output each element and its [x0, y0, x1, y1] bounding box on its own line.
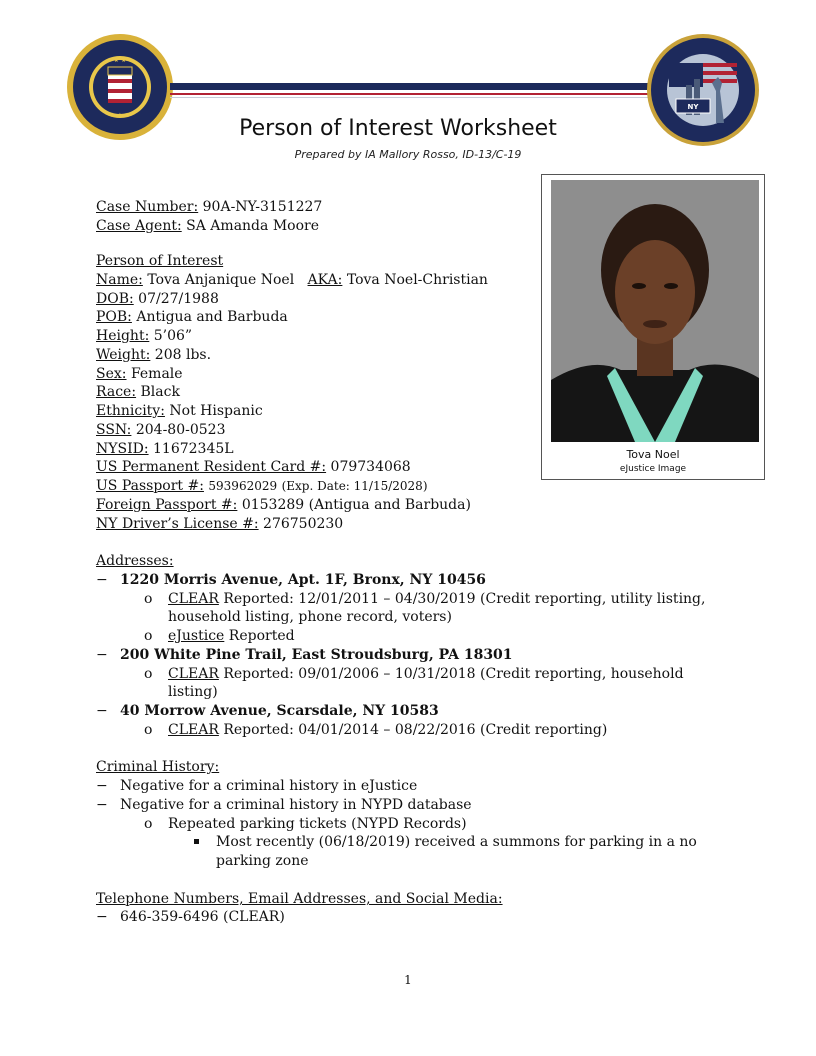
- foreign-passport-row: Foreign Passport #: 0153289 (Antigua and Barbuda): [96, 497, 471, 513]
- prepared-by: Prepared by IA Mallory Rosso, ID-13/C-19: [294, 148, 522, 161]
- header-band: [170, 83, 650, 99]
- photo-caption-name: Tova Noel: [626, 448, 680, 461]
- addresses-heading: Addresses:: [96, 553, 174, 569]
- case-number-value: 90A-NY-3151227: [202, 199, 323, 215]
- race-row: Race: Black: [96, 384, 180, 400]
- ssn-row: SSN: 204-80-0523: [96, 422, 226, 438]
- pob-row: POB: Antigua and Barbuda: [96, 309, 288, 325]
- subject-photo: [551, 180, 759, 442]
- page-title: Person of Interest Worksheet: [239, 116, 557, 141]
- svg-text:★ ★ ★ ★: ★ ★ ★ ★: [106, 57, 134, 64]
- nysid-row: NYSID: 11672345L: [96, 441, 234, 457]
- case-number-row: Case Number: 90A-NY-3151227: [96, 199, 323, 215]
- drivers-license-row: NY Driver’s License #: 276750230: [96, 516, 344, 532]
- permanent-resident-card-row: US Permanent Resident Card #: 079734068: [96, 459, 411, 475]
- sex-row: Sex: Female: [96, 366, 183, 382]
- criminal-history-heading: Criminal History:: [96, 759, 220, 775]
- name-row: Name: Tova Anjanique Noel AKA: Tova Noel-Christian: [96, 272, 488, 288]
- svg-text:NY: NY: [687, 103, 699, 111]
- svg-text:★ ★ ★: ★ ★ ★: [110, 112, 130, 119]
- height-row: Height: 5’06”: [96, 328, 193, 344]
- us-passport-row: US Passport #: 593962029 (Exp. Date: 11/15/2028): [96, 478, 428, 494]
- photo-caption-source: eJustice Image: [619, 464, 687, 474]
- case-agent-row: Case Agent: SA Amanda Moore: [96, 218, 319, 234]
- person-section-heading: Person of Interest: [96, 253, 224, 269]
- dob-row: DOB: 07/27/1988: [96, 291, 219, 307]
- square-bullet-icon: [194, 839, 199, 844]
- ethnicity-row: Ethnicity: Not Hispanic: [96, 403, 263, 419]
- case-agent-value: SA Amanda Moore: [186, 218, 319, 234]
- weight-row: Weight: 208 lbs.: [96, 347, 212, 363]
- page-number: 1: [404, 973, 412, 987]
- contact-heading: Telephone Numbers, Email Addresses, and Social Media:: [96, 891, 503, 907]
